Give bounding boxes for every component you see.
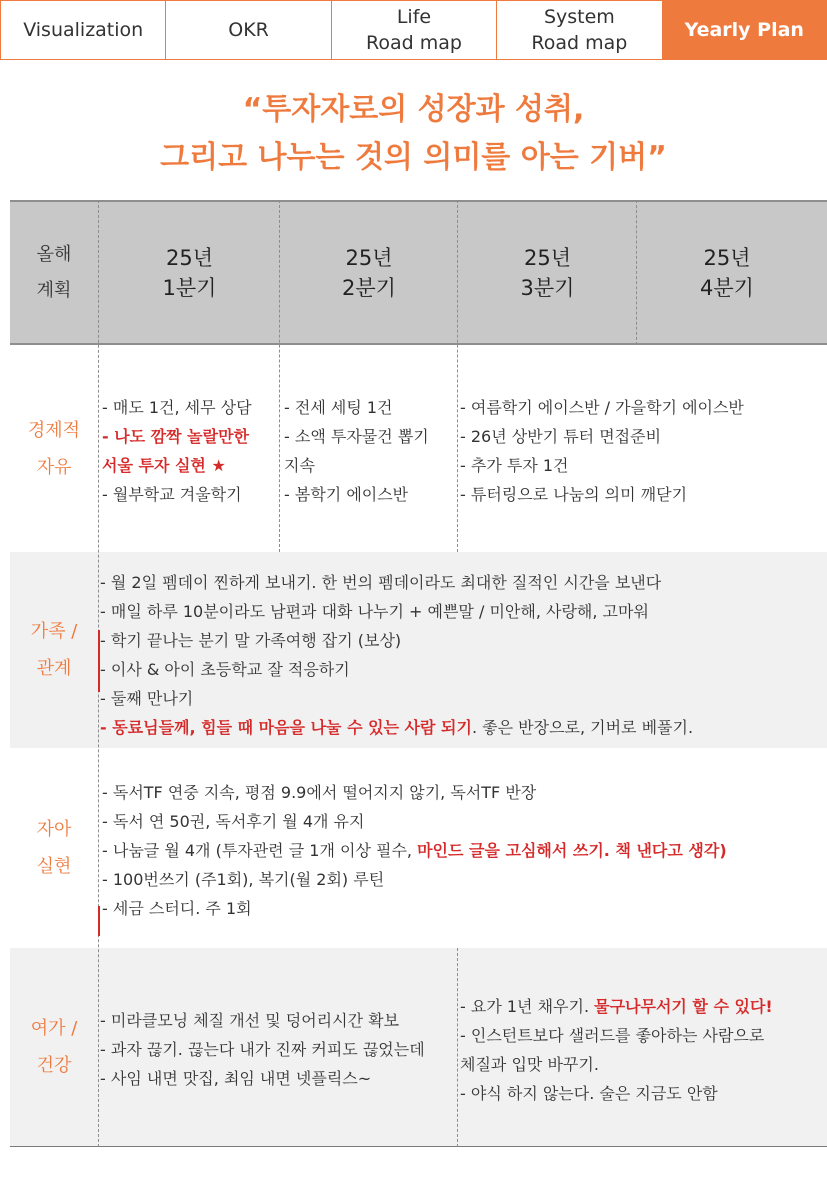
row-label [10, 748, 98, 948]
family-items [100, 568, 693, 742]
list-item [102, 836, 727, 865]
list-item: - 야식 하지 않는다. 술은 지금도 안함 [460, 1084, 718, 1103]
list-item [100, 713, 693, 742]
highlight-text: 물구나무서기 할 수 있다! [594, 997, 773, 1016]
tab-system-road-map[interactable] [496, 0, 661, 60]
tab-label: Visualization [23, 19, 144, 41]
list-item: - 전세 세팅 1건 [284, 398, 393, 417]
highlight-text: 마인드 글을 고심해서 쓰기. 책 낸다고 생각) [417, 841, 727, 860]
tab-okr[interactable] [165, 0, 330, 60]
title-line-2: 그리고 나누는 것의 의미를 아는 기버” [160, 140, 667, 175]
quarter-label: 3분기 [520, 275, 575, 300]
header-q3 [458, 202, 637, 343]
row-label-line: 경제적 [27, 419, 81, 441]
row-label [10, 552, 98, 748]
tab-bar [0, 0, 827, 60]
row-label-line: 건강 [36, 1055, 72, 1076]
list-item: - 미라클모닝 체질 개선 및 덩어리시간 확보 [100, 1011, 400, 1030]
header-label-line: 올해 [36, 243, 72, 265]
row-label-line: 가족 / [30, 621, 78, 642]
highlight-marker [98, 630, 100, 692]
list-item: 지속 [284, 456, 315, 475]
list-item: - 100번쓰기 (주1회), 복기(월 2회) 루틴 [102, 870, 385, 889]
plain-text: . 좋은 반장으로, 기버로 베풀기. [471, 718, 694, 737]
tab-yearly-plan[interactable] [662, 0, 827, 60]
list-item: - 추가 투자 1건 [460, 456, 569, 475]
row-label [10, 345, 98, 552]
list-item: - 이사 & 아이 초등학교 잘 적응하기 [100, 660, 350, 679]
quarter-year: 25년 [345, 245, 393, 270]
list-item: - 사임 내면 맛집, 최임 내면 넷플릭스~ [100, 1069, 372, 1088]
header-q4 [637, 202, 817, 343]
tab-life-road-map[interactable] [331, 0, 496, 60]
header-label [10, 202, 98, 343]
list-item [460, 992, 773, 1021]
plain-text: - 나눔글 월 4개 (투자관련 글 1개 이상 필수, [102, 841, 418, 860]
list-item: - 소액 투자물건 뽑기 [284, 427, 429, 446]
tab-label: Yearly Plan [684, 19, 804, 41]
list-item: - 월부학교 겨울학기 [102, 485, 242, 504]
health-right-items [460, 992, 773, 1108]
list-item: - 26년 상반기 튜터 면접준비 [460, 427, 662, 446]
row-label-line: 여가 / [30, 1018, 78, 1039]
highlight-marker [98, 906, 100, 936]
list-item: - 세금 스터디. 주 1회 [102, 899, 252, 918]
list-item: - 봄학기 에이스반 [284, 485, 409, 504]
title-line-1: “투자자로의 성장과 성취, [242, 92, 585, 127]
tab-label: OKR [228, 19, 269, 41]
quarter-label: 2분기 [342, 275, 396, 300]
tab-visualization[interactable] [0, 0, 165, 60]
page-title [0, 86, 827, 182]
self-items [102, 778, 727, 923]
list-item: - 튜터링으로 나눔의 의미 깨닫기 [460, 485, 688, 504]
list-item: - 독서TF 연중 지속, 평점 9.9에서 떨어지지 않기, 독서TF 반장 [102, 783, 537, 802]
row-leisure-health [10, 948, 827, 1147]
row-label-line: 관계 [36, 658, 72, 679]
row-self-realization [10, 748, 827, 948]
tab-label: Road map [531, 32, 628, 54]
header-q2 [280, 202, 458, 343]
list-item: - 월 2일 펨데이 찐하게 보내기. 한 번의 펨데이라도 최대한 질적인 시간을 보낸다 [100, 573, 662, 592]
row-label-line: 실현 [36, 856, 72, 877]
row-label-line: 자유 [36, 456, 72, 478]
q34-items [460, 393, 744, 509]
table-header [10, 200, 827, 345]
quarter-year: 25년 [703, 245, 751, 270]
column-divider [457, 200, 458, 552]
q1-items [102, 393, 252, 509]
list-item: 체질과 입맛 바꾸기. [460, 1055, 599, 1074]
list-item: 서울 투자 실현 ★ [102, 456, 226, 475]
column-divider [636, 200, 637, 345]
row-family-relations [10, 552, 827, 748]
plain-text: - 요가 1년 채우기. [460, 997, 595, 1016]
tab-label: System [543, 6, 615, 28]
list-item: - 둘째 만나기 [100, 689, 194, 708]
highlight-text: - 동료님들께, 힘들 때 마음을 나눌 수 있는 사람 되기 [100, 718, 472, 737]
list-item: - 독서 연 50권, 독서후기 월 4개 유지 [102, 812, 365, 831]
row-economic-freedom [10, 345, 827, 552]
column-divider [457, 948, 458, 1147]
list-item: - 과자 끊기. 끊는다 내가 진짜 커피도 끊었는데 [100, 1040, 425, 1059]
row-label [10, 948, 98, 1146]
quarter-year: 25년 [165, 245, 213, 270]
health-left-items [100, 1006, 425, 1093]
tab-label: Life [396, 6, 432, 28]
row-label-line: 자아 [36, 819, 72, 840]
list-item: - 학기 끝나는 분기 말 가족여행 잡기 (보상) [100, 631, 402, 650]
q2-items [284, 393, 429, 509]
column-divider [279, 200, 280, 552]
list-item: - 매도 1건, 세무 상담 [102, 398, 252, 417]
header-label-line: 계획 [36, 279, 72, 301]
header-q1 [99, 202, 280, 343]
tab-label: Road map [366, 32, 462, 54]
list-item: - 매일 하루 10분이라도 남편과 대화 나누기 + 예쁜말 / 미안해, 사랑해, 고마워 [100, 602, 649, 621]
list-item: - 여름학기 에이스반 / 가을학기 에이스반 [460, 398, 744, 417]
list-item: - 인스턴트보다 샐러드를 좋아하는 사람으로 [460, 1026, 765, 1045]
quarter-label: 1분기 [162, 275, 217, 300]
quarter-label: 4분기 [700, 275, 754, 300]
list-item: - 나도 깜짝 놀랄만한 [102, 427, 249, 446]
quarter-year: 25년 [523, 245, 571, 270]
yearly-plan-table [10, 200, 827, 1147]
